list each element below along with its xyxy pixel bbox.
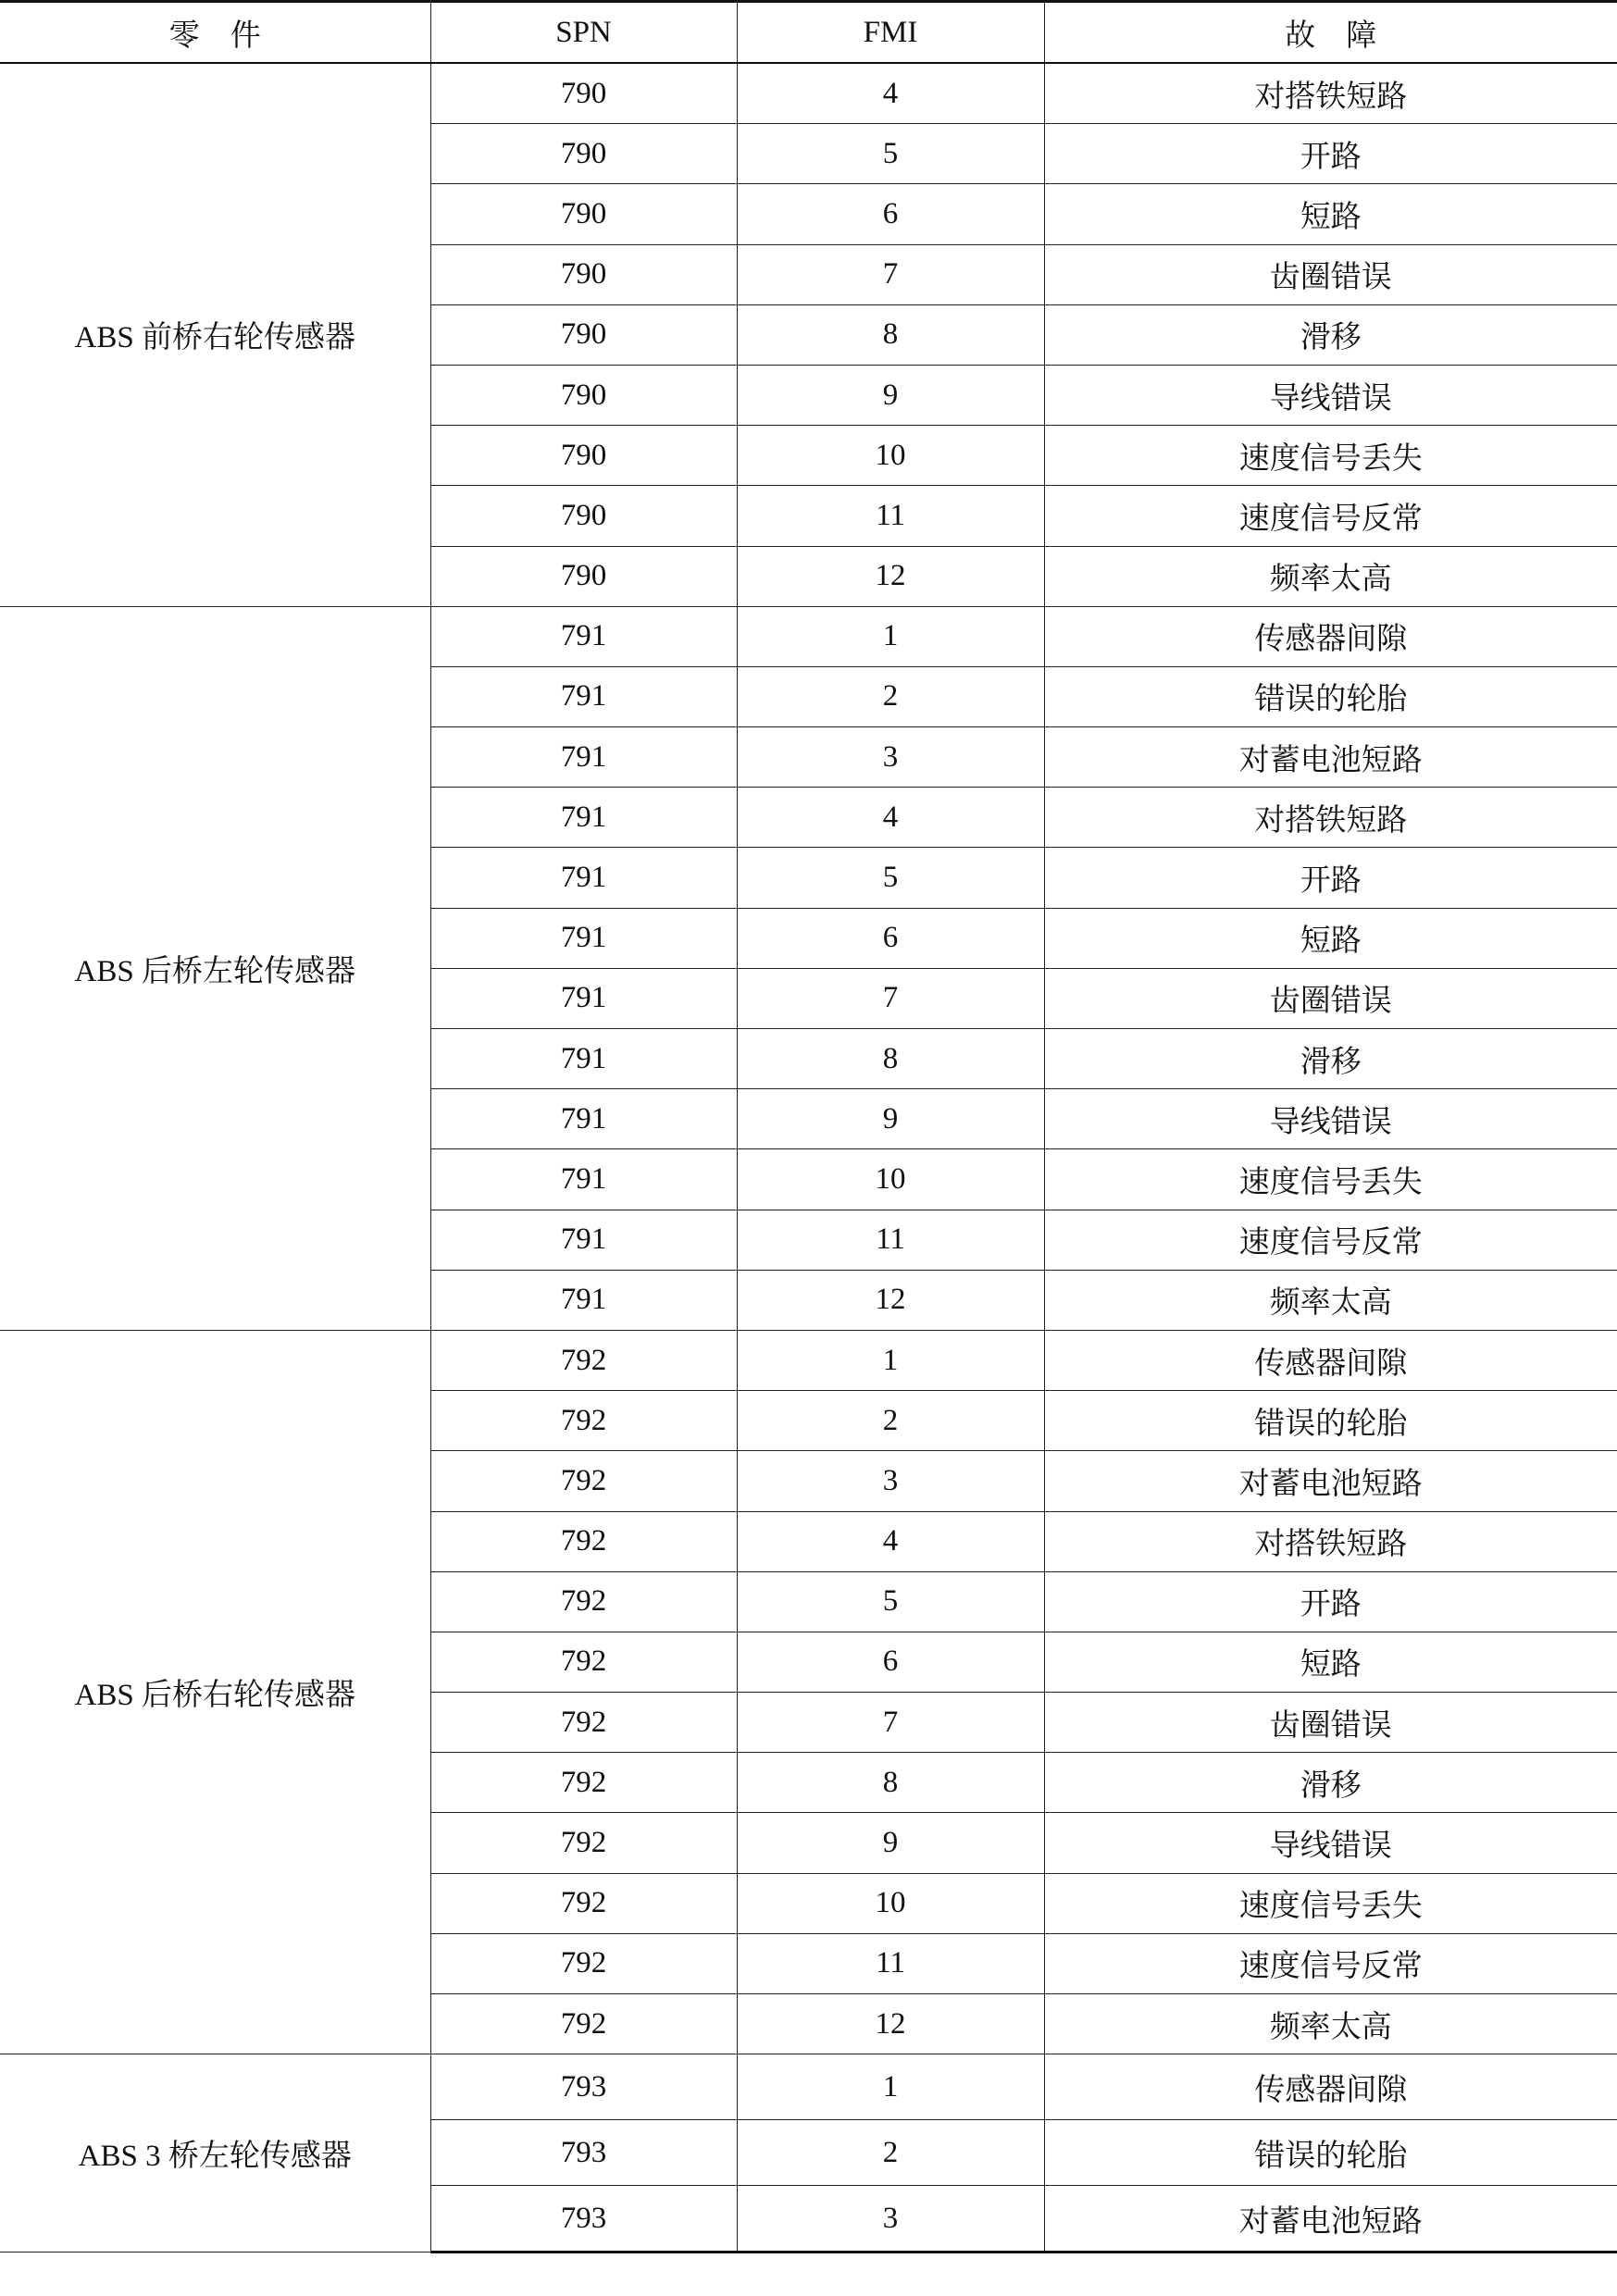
spn-cell: 792 [430,1451,737,1511]
fault-cell: 对蓄电池短路 [1044,1451,1617,1511]
fmi-cell: 9 [737,365,1044,425]
fmi-cell: 11 [737,1933,1044,1993]
fmi-cell: 9 [737,1813,1044,1873]
spn-cell: 790 [430,184,737,244]
spn-cell: 790 [430,63,737,124]
part-name-cell: ABS 3 桥左轮传感器 [0,2054,430,2253]
fmi-cell: 3 [737,727,1044,788]
table-header [0,2,1617,64]
fmi-cell: 1 [737,2054,1044,2120]
fault-cell: 速度信号丢失 [1044,1873,1617,1933]
spn-cell: 793 [430,2186,737,2253]
fault-cell: 速度信号丢失 [1044,426,1617,486]
fault-cell: 对搭铁短路 [1044,1511,1617,1571]
fault-cell: 开路 [1044,848,1617,908]
fmi-cell: 7 [737,244,1044,304]
spn-cell: 791 [430,788,737,848]
fmi-cell: 5 [737,124,1044,184]
fault-cell: 错误的轮胎 [1044,2120,1617,2186]
spn-cell: 791 [430,968,737,1028]
fault-cell: 齿圈错误 [1044,244,1617,304]
fault-cell: 开路 [1044,124,1617,184]
fault-cell: 传感器间隙 [1044,2054,1617,2120]
fmi-cell: 8 [737,304,1044,365]
fault-cell: 频率太高 [1044,1270,1617,1330]
spn-cell: 792 [430,1571,737,1632]
fmi-cell: 7 [737,968,1044,1028]
fmi-cell: 12 [737,546,1044,606]
fmi-cell: 4 [737,63,1044,124]
spn-cell: 791 [430,606,737,666]
fault-cell: 对蓄电池短路 [1044,727,1617,788]
spn-cell: 791 [430,666,737,726]
fmi-cell: 2 [737,2120,1044,2186]
part-name-cell: ABS 后桥右轮传感器 [0,1330,430,2054]
table-row [0,1330,1617,1390]
fmi-cell: 1 [737,1330,1044,1390]
fmi-cell: 12 [737,1270,1044,1330]
table-row [0,606,1617,666]
spn-cell: 790 [430,365,737,425]
fault-cell: 齿圈错误 [1044,968,1617,1028]
fmi-cell: 6 [737,1632,1044,1692]
header-spn: SPN [430,2,737,64]
spn-cell: 791 [430,908,737,968]
fmi-cell: 10 [737,1149,1044,1210]
header-fmi: FMI [737,2,1044,64]
fmi-cell: 11 [737,486,1044,546]
spn-cell: 791 [430,1029,737,1089]
spn-cell: 792 [430,1330,737,1390]
fmi-cell: 5 [737,1571,1044,1632]
spn-cell: 792 [430,1753,737,1813]
fault-cell: 开路 [1044,1571,1617,1632]
spn-cell: 790 [430,426,737,486]
spn-cell: 792 [430,1693,737,1753]
fault-cell: 错误的轮胎 [1044,666,1617,726]
fmi-cell: 5 [737,848,1044,908]
fmi-cell: 3 [737,2186,1044,2253]
fault-cell: 对搭铁短路 [1044,63,1617,124]
fault-cell: 速度信号反常 [1044,486,1617,546]
table-row [0,2054,1617,2120]
fault-cell: 对蓄电池短路 [1044,2186,1617,2253]
fmi-cell: 9 [737,1089,1044,1149]
spn-cell: 792 [430,1511,737,1571]
fault-cell: 短路 [1044,184,1617,244]
fmi-cell: 12 [737,1994,1044,2054]
spn-cell: 790 [430,304,737,365]
part-name-cell: ABS 后桥左轮传感器 [0,606,430,1330]
fault-cell: 速度信号丢失 [1044,1149,1617,1210]
fault-cell: 齿圈错误 [1044,1693,1617,1753]
fmi-cell: 4 [737,788,1044,848]
spn-cell: 790 [430,124,737,184]
spn-cell: 792 [430,1994,737,2054]
fault-cell: 速度信号反常 [1044,1933,1617,1993]
spn-cell: 790 [430,486,737,546]
fault-cell: 导线错误 [1044,1089,1617,1149]
spn-cell: 792 [430,1813,737,1873]
spn-cell: 791 [430,1089,737,1149]
fmi-cell: 8 [737,1029,1044,1089]
fault-cell: 频率太高 [1044,546,1617,606]
fmi-cell: 8 [737,1753,1044,1813]
spn-cell: 792 [430,1933,737,1993]
spn-cell: 792 [430,1632,737,1692]
header-row [0,2,1617,64]
header-fault: 故 障 [1044,2,1617,64]
fmi-cell: 6 [737,184,1044,244]
fault-cell: 传感器间隙 [1044,606,1617,666]
part-name-cell: ABS 前桥右轮传感器 [0,63,430,606]
fmi-cell: 6 [737,908,1044,968]
fault-cell: 滑移 [1044,1753,1617,1813]
table-body [0,63,1617,2253]
fault-cell: 对搭铁短路 [1044,788,1617,848]
spn-cell: 791 [430,727,737,788]
spn-cell: 791 [430,1149,737,1210]
fmi-cell: 2 [737,666,1044,726]
fmi-cell: 7 [737,1693,1044,1753]
fault-cell: 导线错误 [1044,1813,1617,1873]
spn-cell: 791 [430,1210,737,1270]
header-part: 零 件 [0,2,430,64]
spn-cell: 793 [430,2120,737,2186]
fault-cell: 滑移 [1044,304,1617,365]
fmi-cell: 2 [737,1391,1044,1451]
fault-cell: 传感器间隙 [1044,1330,1617,1390]
fault-cell: 导线错误 [1044,365,1617,425]
spn-cell: 792 [430,1391,737,1451]
spn-cell: 791 [430,848,737,908]
fmi-cell: 4 [737,1511,1044,1571]
fmi-cell: 3 [737,1451,1044,1511]
fmi-cell: 10 [737,1873,1044,1933]
fault-cell: 速度信号反常 [1044,1210,1617,1270]
fmi-cell: 10 [737,426,1044,486]
fault-cell: 错误的轮胎 [1044,1391,1617,1451]
spn-cell: 791 [430,1270,737,1330]
fmi-cell: 11 [737,1210,1044,1270]
spn-cell: 790 [430,546,737,606]
spn-cell: 793 [430,2054,737,2120]
fault-cell: 滑移 [1044,1029,1617,1089]
spn-cell: 792 [430,1873,737,1933]
table-row [0,63,1617,124]
fault-cell: 频率太高 [1044,1994,1617,2054]
fault-cell: 短路 [1044,1632,1617,1692]
fmi-cell: 1 [737,606,1044,666]
fault-cell: 短路 [1044,908,1617,968]
spn-cell: 790 [430,244,737,304]
